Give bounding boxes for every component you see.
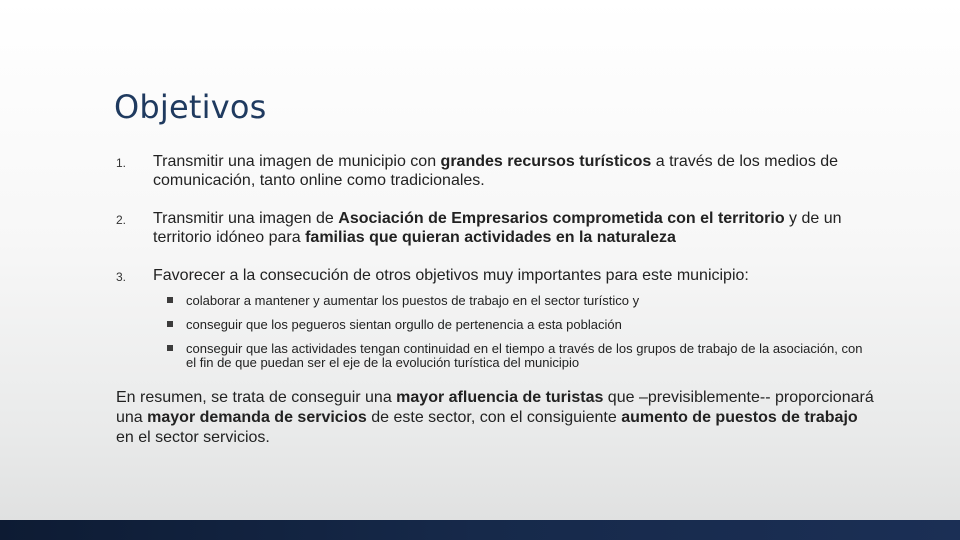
- sub-bullet: conseguir que los pegueros sientan orgullo de pertenencia a esta población: [167, 318, 876, 332]
- objective-2: [116, 209, 876, 247]
- summary-paragraph: En resumen, se trata de conseguir una mayor afluencia de turistas que –previsiblemente-- proporcionará una mayor demanda de servicios de este sector, con el consiguiente aumento de puestos de trabajo en el sector servicios.: [116, 389, 874, 446]
- objective-1: [116, 152, 876, 190]
- objective-number: 3.: [116, 270, 127, 284]
- objective-3: [116, 266, 876, 370]
- objective-text: Transmitir una imagen de municipio con grandes recursos turísticos a través de los medios de comunicación, tanto online como tradicionales.: [153, 153, 839, 189]
- objective-text: Favorecer a la consecución de otros objetivos muy importantes para este municipio:: [153, 267, 749, 284]
- square-bullet-icon: [167, 321, 173, 327]
- footer-bar: [0, 520, 960, 540]
- sub-bullet-list: [153, 294, 876, 370]
- sub-bullet: conseguir que las actividades tengan continuidad en el tiempo a través de los grupos de trabajo de la asociación, con el fin de que puedan ser el eje de la evolución turística del municipio: [167, 342, 876, 370]
- square-bullet-icon: [167, 345, 173, 351]
- objectives-list: [116, 152, 876, 380]
- objective-text: Transmitir una imagen de Asociación de Empresarios comprometida con el territorio y de un territorio idóneo para familias que quieran actividades en la naturaleza: [153, 210, 842, 246]
- slide-title: Objetivos: [114, 88, 267, 126]
- square-bullet-icon: [167, 297, 173, 303]
- objective-number: 1.: [116, 156, 127, 170]
- sub-bullet: colaborar a mantener y aumentar los puestos de trabajo en el sector turístico y: [167, 294, 876, 308]
- objective-number: 2.: [116, 213, 127, 227]
